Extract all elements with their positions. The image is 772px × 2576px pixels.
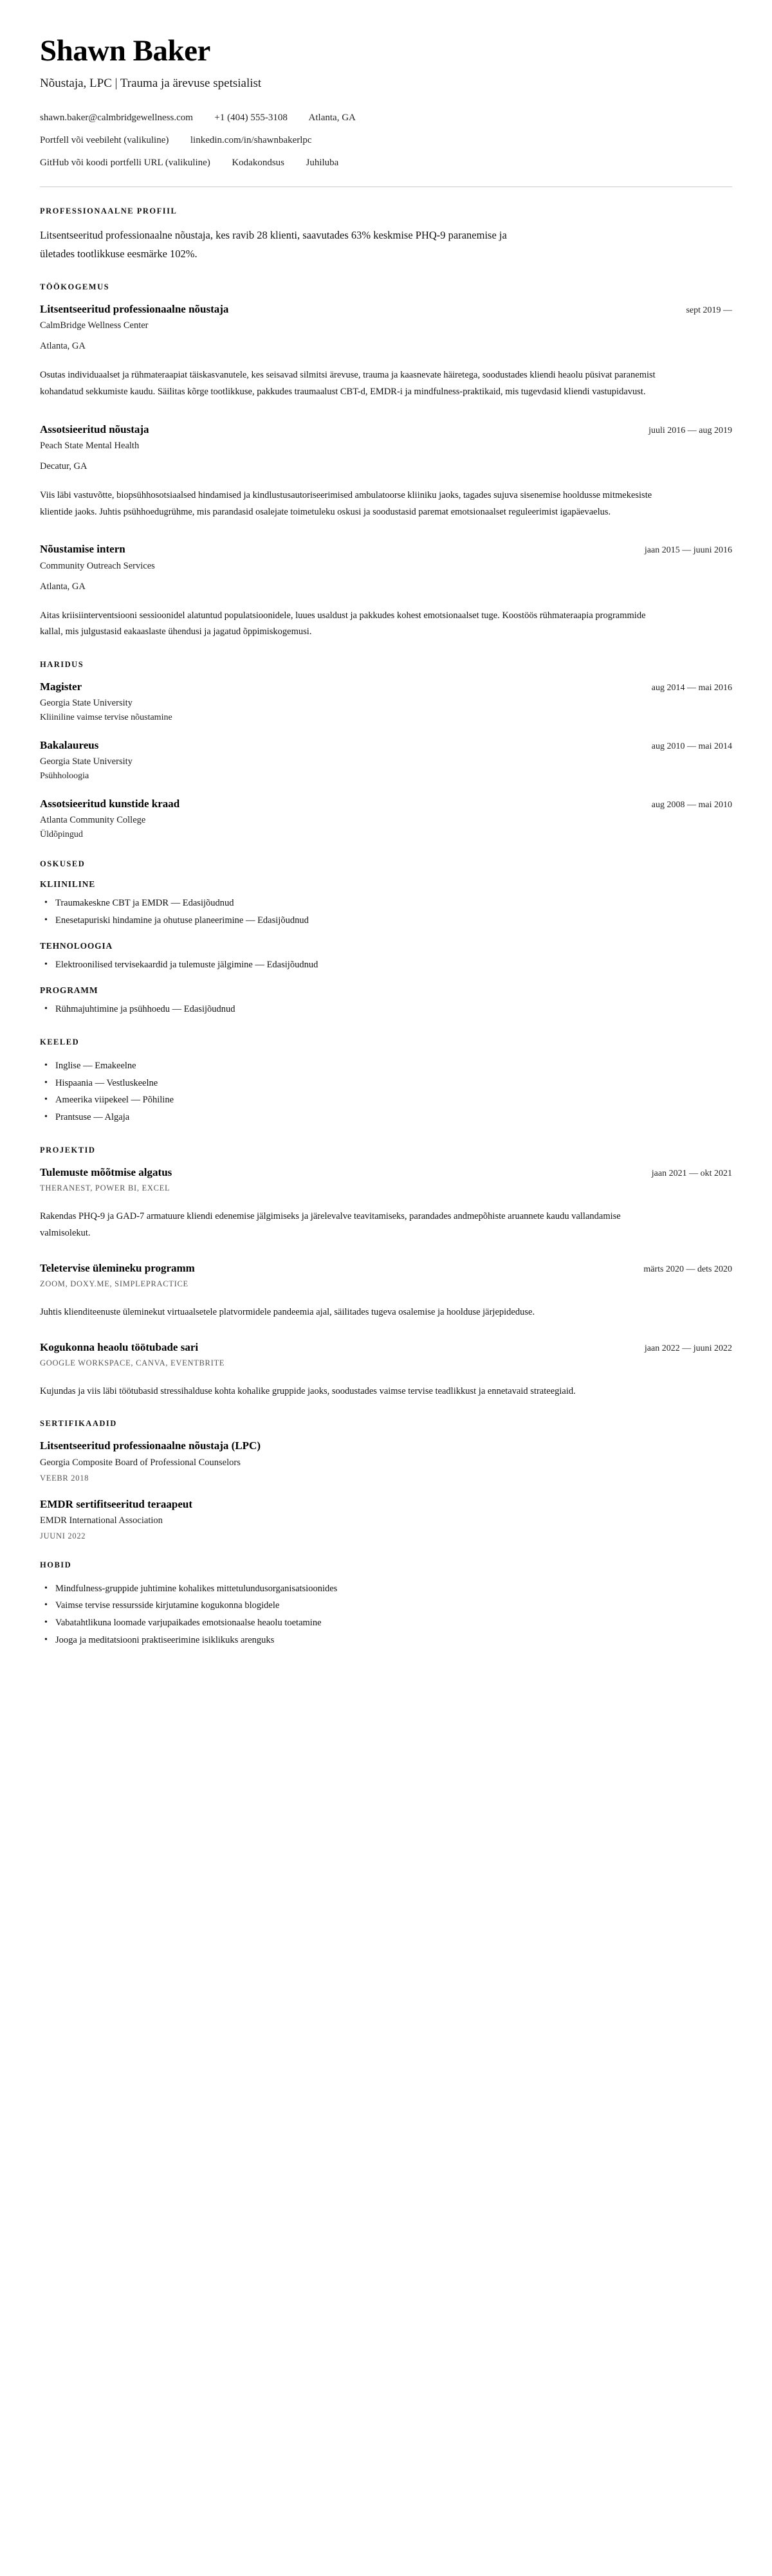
certification-date: JUUNI 2022: [40, 1531, 86, 1540]
certification-entry: [40, 1439, 732, 1483]
education-entry-head: [40, 797, 732, 811]
skill-group-name: TEHNOLOOGIA: [40, 941, 113, 951]
experience-date: sept 2019 —: [686, 306, 732, 316]
contact-location: Atlanta, GA: [308, 113, 356, 123]
project-tools: ZOOM, DOXY.ME, SIMPLEPRACTICE: [40, 1279, 188, 1288]
education-field: Psühholoogia: [40, 771, 89, 781]
skill-item: • Traumakeskne CBT ja EMDR — Edasijõudnud: [55, 895, 732, 912]
section-title-certifications: SERTIFIKAADID: [40, 1419, 117, 1429]
contact-row-extra: [40, 156, 732, 170]
section-title-skills: OSKUSED: [40, 859, 86, 869]
experience-role: Litsentseeritud professionaalne nõustaja: [40, 303, 229, 316]
contact-row-portfolio: [40, 134, 732, 148]
experience-entry: [40, 423, 732, 521]
experience-location: Atlanta, GA: [40, 581, 86, 592]
project-date: märts 2020 — dets 2020: [643, 1264, 732, 1274]
section-title-education: HARIDUS: [40, 660, 84, 670]
skill-group-technology: [40, 941, 732, 974]
language-item: • Hispaania — Vestluskeelne: [55, 1075, 732, 1092]
skill-group-name: KLIINILINE: [40, 879, 96, 890]
experience-entry-head: [40, 542, 732, 556]
contact-portfolio[interactable]: Portfell või veebileht (valikuline): [40, 134, 169, 145]
education-entry-head: [40, 680, 732, 694]
hobby-item: • Vabatahtlikuna loomade varjupaikades emotsionaalse heaolu toetamine: [55, 1614, 732, 1632]
hobby-item: • Jooga ja meditatsiooni praktiseerimine isiklikuks arenguks: [55, 1632, 732, 1649]
education-field: Üldõpingud: [40, 830, 83, 840]
certification-issuer: EMDR International Association: [40, 1515, 163, 1526]
skill-group-name: PROGRAMM: [40, 985, 98, 995]
contact-phone[interactable]: +1 (404) 555-3108: [214, 113, 288, 123]
project-name: Kogukonna heaolu töötubade sari: [40, 1340, 199, 1353]
certification-name: Litsentseeritud professionaalne nõustaja (LPC): [40, 1439, 261, 1452]
education-date: aug 2010 — mai 2014: [651, 742, 732, 752]
education-entry: [40, 680, 732, 723]
education-degree: Magister: [40, 681, 82, 693]
project-entry: [40, 1340, 732, 1400]
education-entry: [40, 738, 732, 781]
experience-entry: [40, 542, 732, 641]
language-item: • Prantsuse — Algaja: [55, 1109, 732, 1126]
experience-entry: [40, 302, 732, 401]
education-school: Atlanta Community College: [40, 815, 146, 826]
project-date: jaan 2022 — juuni 2022: [644, 1343, 732, 1353]
contact-citizenship: Kodakondsus: [232, 157, 284, 168]
project-entry-head: [40, 1261, 732, 1275]
project-name: Tulemuste mõõtmise algatus: [40, 1165, 172, 1178]
experience-date: jaan 2015 — juuni 2016: [644, 545, 732, 556]
section-title-projects: PROJEKTID: [40, 1145, 96, 1155]
project-tools: GOOGLE WORKSPACE, CANVA, EVENTBRITE: [40, 1358, 225, 1367]
section-hobbies: [40, 1560, 732, 1649]
experience-location: Decatur, GA: [40, 461, 87, 471]
section-experience: [40, 282, 732, 641]
skill-item: • Elektroonilised tervisekaardid ja tulemuste jälgimine — Edasijõudnud: [55, 956, 732, 974]
section-languages: [40, 1037, 732, 1126]
experience-description: Viis läbi vastuvõtte, biopsühhosotsiaalsed hindamised ja kindlustusautoriseerimised ambulatoorse kliiniku jaoks, tagades sujuva sisenemise hooldusse mitmekesiste klientide jaoks. Juhtis psühhoedugrühme, mis parandasid osalejate toimetuleku oskusi ja soodustasid paremat emotsionaalset reguleerimist igapäevaelus.: [40, 489, 652, 517]
education-entry: [40, 797, 732, 840]
section-title-profile: PROFESSIONAALNE PROFIIL: [40, 206, 178, 216]
education-date: aug 2014 — mai 2016: [651, 683, 732, 693]
education-degree: Bakalaureus: [40, 739, 99, 752]
experience-location: Atlanta, GA: [40, 341, 86, 352]
section-projects: [40, 1146, 732, 1400]
education-school: Georgia State University: [40, 756, 133, 767]
certification-issuer: Georgia Composite Board of Professional Counselors: [40, 1457, 241, 1468]
project-date: jaan 2021 — okt 2021: [651, 1168, 732, 1178]
project-description: Kujundas ja viis läbi töötubasid stressihalduse kohta kohalike gruppide jaoks, soodustades vaimse tervise teadlikkust ja ennetavaid strateegiaid.: [40, 1385, 576, 1396]
skill-list: [40, 1001, 732, 1018]
project-tools: THERANEST, POWER BI, EXCEL: [40, 1183, 170, 1193]
skill-item: • Enesetapuriski hindamine ja ohutuse planeerimine — Edasijõudnud: [55, 912, 732, 929]
resume-header: [40, 35, 732, 187]
education-school: Georgia State University: [40, 698, 133, 709]
project-description: Rakendas PHQ-9 ja GAD-7 armatuure kliendi edenemise jälgimiseks ja järelevalve teavitamiseks, parandades andmepõhiste aruannete kaudu vallandamise valmisolekut.: [40, 1211, 621, 1238]
education-entry-head: [40, 738, 732, 753]
skill-list: [40, 956, 732, 974]
experience-description: Aitas kriisiinterventsiooni sessioonidel alatuntud populatsioonidele, luues usaldust ja pakkudes kohest emotsionaalset tuge. Koostöös rühmateraapia programmide kallal, mis julgustasid eakaaslaste ühendusi ja jagatud õppimiskogemusi.: [40, 610, 646, 637]
experience-company: Peach State Mental Health: [40, 440, 140, 451]
project-entry-head: [40, 1340, 732, 1355]
section-profile: [40, 206, 732, 263]
education-degree: Assotsieeritud kunstide kraad: [40, 798, 180, 810]
project-entry-head: [40, 1165, 732, 1180]
language-list: [40, 1057, 732, 1126]
project-entry: [40, 1261, 732, 1321]
experience-role: Assotsieeritud nõustaja: [40, 423, 149, 435]
language-item: • Ameerika viipekeel — Põhiline: [55, 1092, 732, 1109]
experience-entry-head: [40, 423, 732, 437]
skill-item: • Rühmajuhtimine ja psühhoedu — Edasijõudnud: [55, 1001, 732, 1018]
section-title-languages: KEELED: [40, 1037, 80, 1046]
certification-entry: [40, 1497, 732, 1541]
certification-name: EMDR sertifitseeritud teraapeut: [40, 1497, 192, 1510]
project-entry: [40, 1165, 732, 1242]
certification-date: VEEBR 2018: [40, 1473, 89, 1483]
candidate-headline: Nõustaja, LPC | Trauma ja ärevuse spetsialist: [40, 77, 262, 91]
experience-entry-head: [40, 302, 732, 316]
contact-driving-license: Juhiluba: [306, 157, 339, 168]
skill-list: [40, 895, 732, 929]
experience-company: CalmBridge Wellness Center: [40, 320, 149, 331]
contact-row-primary: [40, 111, 732, 125]
education-field: Kliiniline vaimse tervise nõustamine: [40, 713, 172, 723]
section-title-experience: TÖÖKOGEMUS: [40, 282, 110, 292]
contact-linkedin[interactable]: linkedin.com/in/shawnbakerlpc: [190, 134, 312, 145]
project-name: Teletervise ülemineku programm: [40, 1261, 195, 1274]
language-item: • Inglise — Emakeelne: [55, 1057, 732, 1075]
section-certifications: [40, 1419, 732, 1540]
experience-company: Community Outreach Services: [40, 560, 155, 571]
section-skills: [40, 859, 732, 1018]
experience-date: juuli 2016 — aug 2019: [648, 425, 732, 435]
experience-role: Nõustamise intern: [40, 543, 125, 556]
experience-description: Osutas individuaalset ja rühmateraapiat täiskasvanutele, kes seisavad silmitsi ärevuse, trauma ja kaasnevate häiretega, soodustades kliendi heaolu püsivat paranemist kohandatud sekkumiste kaudu. Säilitas kõrge tootlikkuse, pakkudes traumaalust CBT-d, EMDR-i ja mindfulness-praktikaid, mis tugevdasid kliendi vastupidavust.: [40, 370, 656, 397]
project-description: Juhtis klienditeenuste üleminekut virtuaalsetele platvormidele pandeemia ajal, säilitades tugeva osalemise ja hoolduse järjepideduse.: [40, 1306, 535, 1317]
hobby-item: • Vaimse tervise ressursside kirjutamine kogukonna blogidele: [55, 1597, 732, 1614]
candidate-name: Shawn Baker: [40, 34, 210, 68]
contact-email[interactable]: shawn.baker@calmbridgewellness.com: [40, 113, 193, 123]
hobby-list: [40, 1580, 732, 1649]
education-date: aug 2008 — mai 2010: [651, 800, 732, 810]
profile-summary: Litsentseeritud professionaalne nõustaja, kes ravib 28 klienti, saavutades 63% keskmise PHQ-9 paranemise ja ületades tootlikkuse eesmärke 102%.: [40, 229, 507, 260]
contact-github[interactable]: GitHub või koodi portfelli URL (valikuline): [40, 157, 210, 168]
section-education: [40, 660, 732, 840]
skill-group-program: [40, 985, 732, 1018]
section-title-hobbies: HOBID: [40, 1560, 72, 1569]
hobby-item: • Mindfulness-gruppide juhtimine kohalikes mittetulundusorganisatsioonides: [55, 1580, 732, 1598]
skill-group-clinical: [40, 879, 732, 929]
